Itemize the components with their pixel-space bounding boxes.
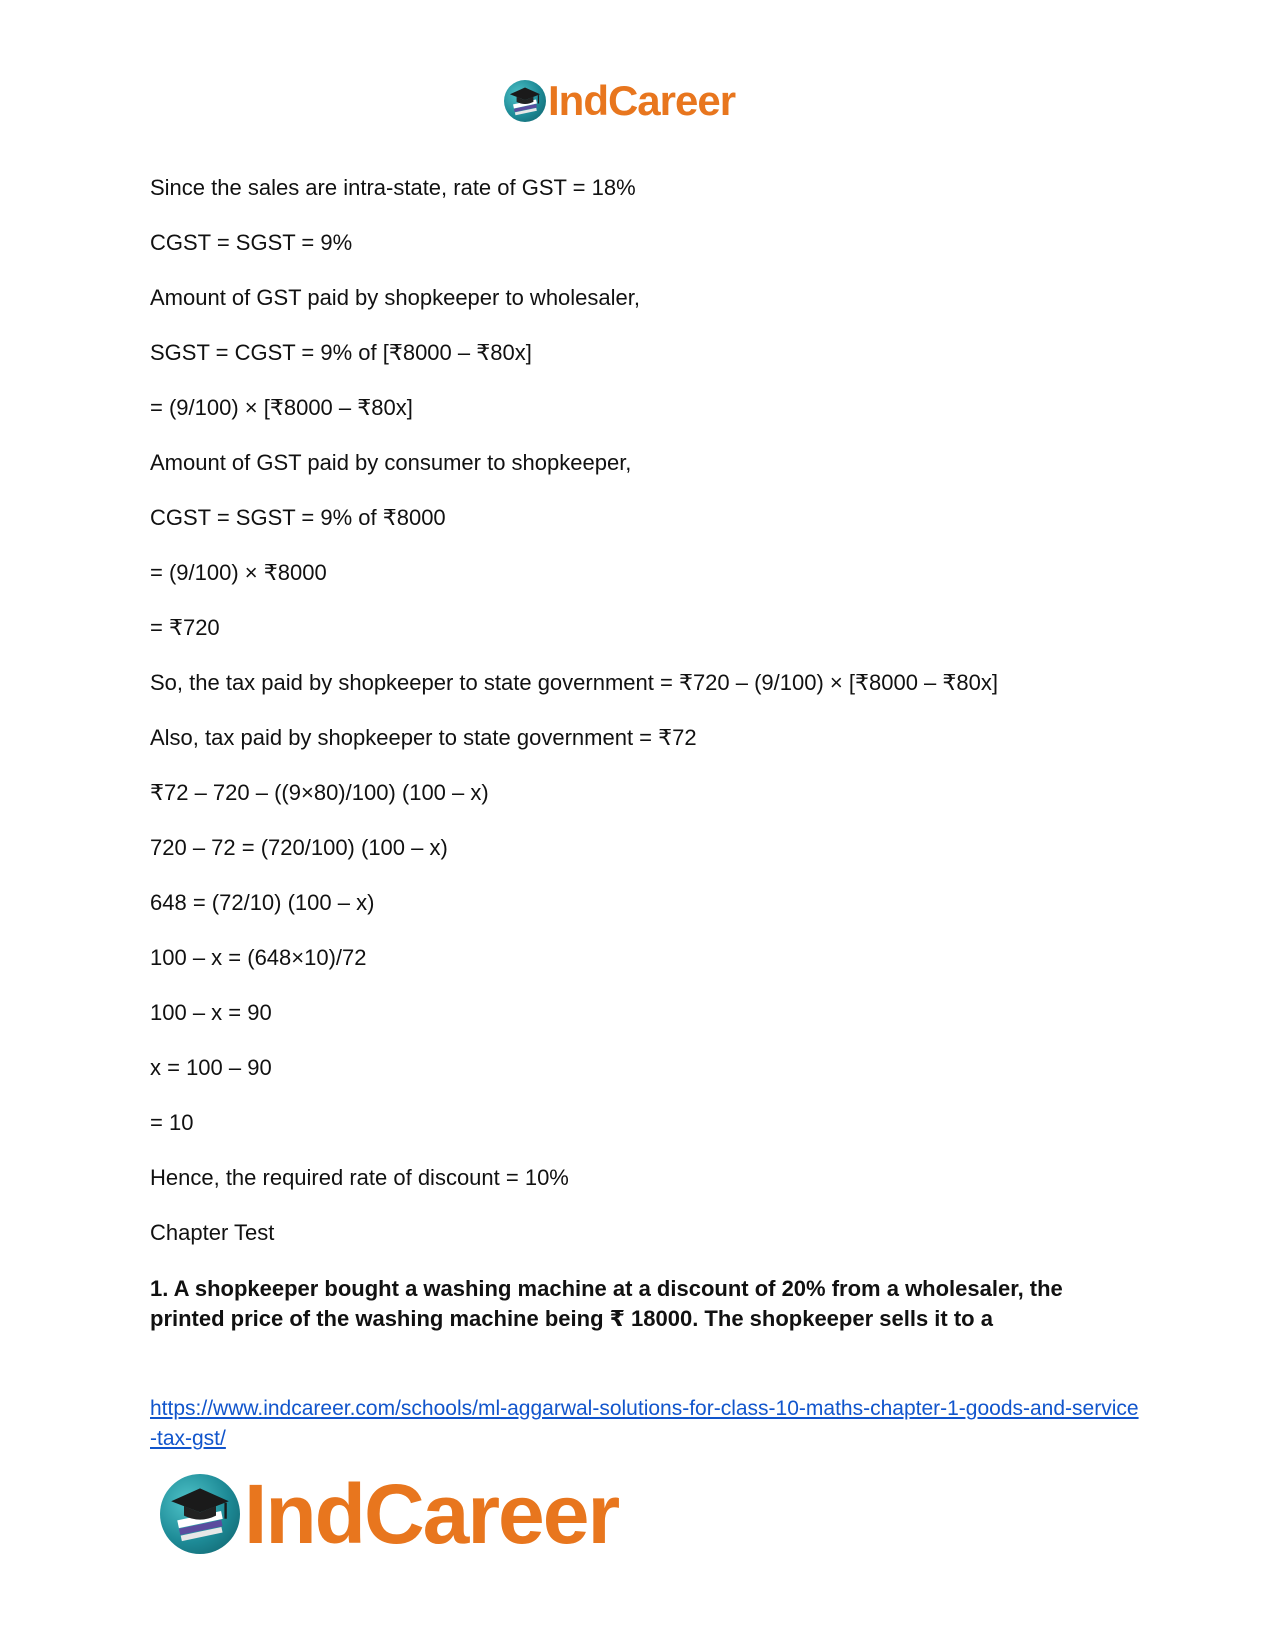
solution-line: = (9/100) × [₹8000 – ₹80x] — [150, 395, 413, 420]
solution-line: SGST = CGST = 9% of [₹8000 – ₹80x] — [150, 340, 532, 365]
solution-line: = ₹720 — [150, 615, 220, 640]
solution-line: 100 – x = 90 — [150, 1000, 272, 1025]
graduation-cap-globe-icon — [504, 80, 546, 122]
solution-line: Also, tax paid by shopkeeper to state government = ₹72 — [150, 725, 697, 750]
solution-line: Amount of GST paid by shopkeeper to wholesaler, — [150, 285, 640, 310]
header-logo — [504, 77, 736, 124]
solution-line: CGST = SGST = 9% of ₹8000 — [150, 505, 446, 530]
brand-wordmark: IndCareer — [548, 77, 736, 124]
conclusion-line: Hence, the required rate of discount = 10% — [150, 1165, 569, 1190]
solution-line: ₹72 – 720 – ((9×80)/100) (100 – x) — [150, 780, 489, 805]
solution-line: = 10 — [150, 1110, 194, 1135]
solution-line: x = 100 – 90 — [150, 1055, 272, 1080]
solution-line: 648 = (72/10) (100 – x) — [150, 890, 375, 915]
solution-line: 100 – x = (648×10)/72 — [150, 945, 367, 970]
document-body — [150, 174, 1140, 1334]
footer-logo — [160, 1467, 619, 1561]
solution-line: 720 – 72 = (720/100) (100 – x) — [150, 835, 448, 860]
solution-line: = (9/100) × ₹8000 — [150, 560, 327, 585]
graduation-cap-globe-icon — [160, 1474, 240, 1554]
question-text: 1. A shopkeeper bought a washing machine at a discount of 20% from a wholesaler, the printed price of the washing machine being ₹ 18000. The shopkeeper sells it to a — [150, 1276, 1063, 1331]
solution-line: CGST = SGST = 9% — [150, 230, 353, 255]
solution-line: So, the tax paid by shopkeeper to state government = ₹720 – (9/100) × [₹8000 – ₹80x] — [150, 670, 998, 695]
solution-line: Since the sales are intra-state, rate of GST = 18% — [150, 175, 636, 200]
brand-wordmark: IndCareer — [244, 1467, 619, 1561]
source-link[interactable]: https://www.indcareer.com/schools/ml-aggarwal-solutions-for-class-10-maths-chapter-1-goods-and-service-tax-gst/ — [150, 1397, 1139, 1450]
solution-line: Amount of GST paid by consumer to shopkeeper, — [150, 450, 632, 475]
section-heading: Chapter Test — [150, 1220, 275, 1245]
